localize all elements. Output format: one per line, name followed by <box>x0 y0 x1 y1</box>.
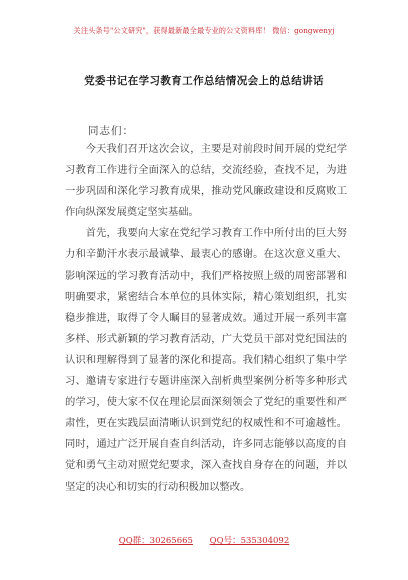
qq-number-link[interactable]: QQ号：535304092 <box>209 536 290 546</box>
paragraph-opening: 今天我们召开这次会议，主要是对前段时间开展的党纪学习教育工作进行全面深入的总结，交流经验，查找不足，为进一步巩固和深化学习教育成果，推动党风廉政建设和反腐败工作向纵深发展奠定坚实基础。 <box>65 143 347 219</box>
paragraph-thanks: 首先，我要向大家在党纪学习教育工作中所付出的巨大努力和辛勤汗水表示最诚挚、最衷心的感谢。在这次意义重大、影响深远的学习教育活动中，我们严格按照上级的周密部署和明确要求，紧密结合本单位的具体实际，精心策划组织，扎实稳步推进，取得了令人瞩目的显著成效。通过开展一系列丰富多样、形式新颖的学习教育活动，广大党员干部对党纪国法的认识和理解得到了显著的深化和提高。我们精心组织了集中学习、邀请专家进行专题讲座深入剖析典型案例分析等多种形式的学习，使大家不仅在理论层面深刻领会了党纪的重要性和严肃性，更在实践层面清晰认识到党纪的权威性和不可逾越性。同时，通过广泛开展自查自纠活动，许多同志能够以高度的自觉和勇气主动对照党纪要求，深入查找自身存在的问题，并以坚定的决心和切实的行动积极加以整改。 <box>65 227 347 493</box>
qq-group-link[interactable]: QQ群：30265665 <box>118 536 193 546</box>
header-banner: 关注头条号"公文研究"，获得最新最全最专业的公文资料库！ 微信：gongwenyj <box>73 26 335 35</box>
salutation: 同志们： <box>88 125 134 137</box>
document-body <box>65 139 347 498</box>
document-title: 党委书记在学习教育工作总结情况会上的总结讲话 <box>84 75 324 87</box>
footer-contact <box>0 534 408 546</box>
